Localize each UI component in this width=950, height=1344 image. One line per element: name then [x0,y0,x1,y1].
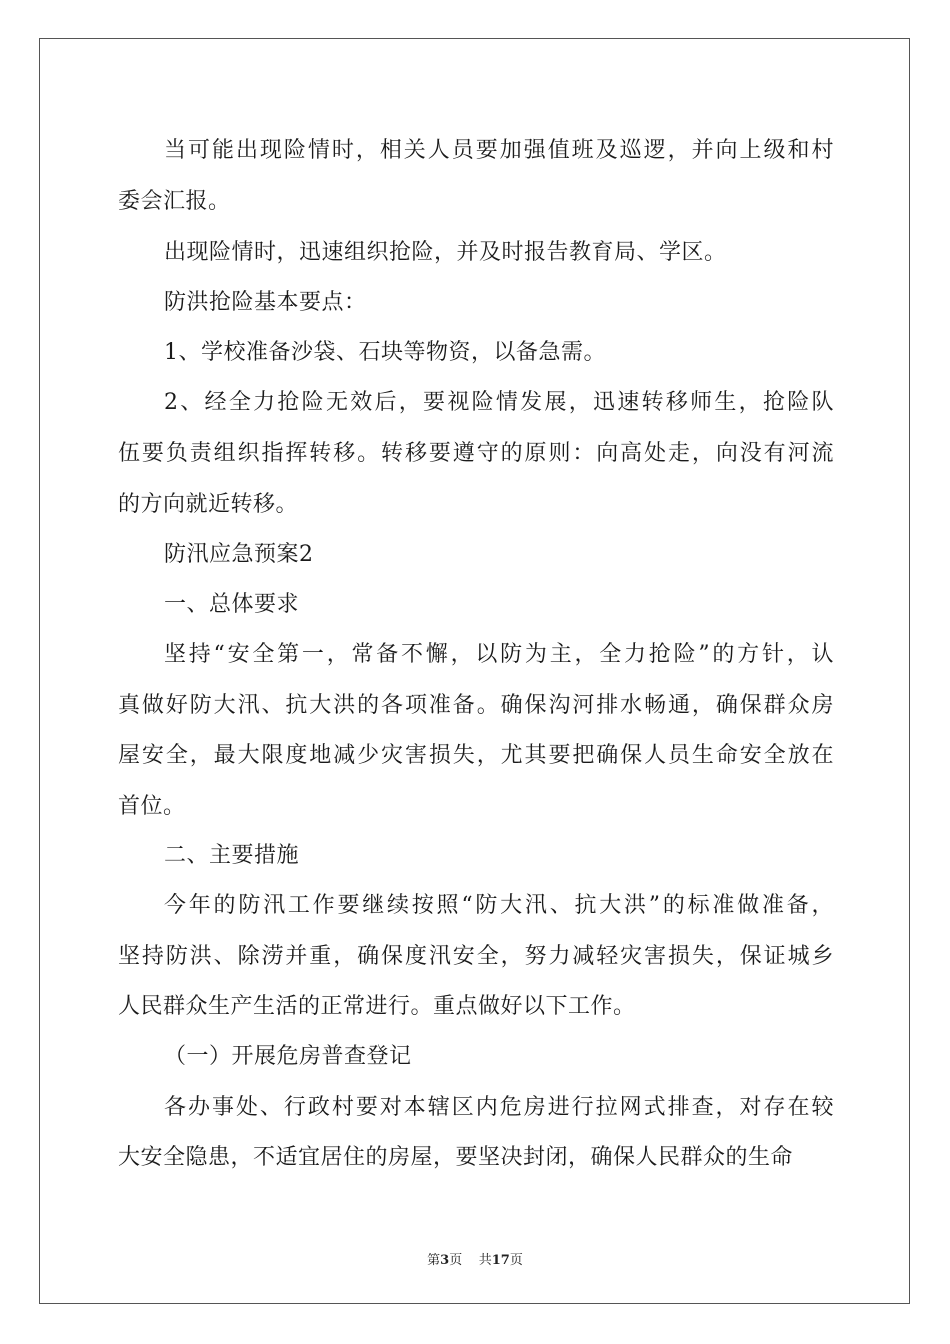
paragraph-line: 坚持“安全第一，常备不懈，以防为主，全力抢险”的方针，认 [164,642,834,667]
paragraph-line: 2、经全力抢险无效后，要视险情发展，迅速转移师生，抢险队 [164,390,834,415]
paragraph-line: 大安全隐患，不适宜居住的房屋，要坚决封闭，确保人民群众的生命 [118,1145,794,1170]
paragraph-line: 各办事处、行政村要对本辖区内危房进行拉网式排查，对存在较 [164,1095,834,1120]
paragraph-line: 当可能出现险情时，相关人员要加强值班及巡逻，并向上级和村 [164,138,834,163]
paragraph-line: 的方向就近转移。 [118,492,299,517]
paragraph-line: （一）开展危房普查登记 [164,1044,412,1069]
footer-page-suffix: 页 [449,1253,463,1268]
footer-page-prefix: 第 [427,1253,441,1268]
paragraph-line: 屋安全，最大限度地减少灾害损失，尤其要把确保人员生命安全放在 [118,743,834,768]
paragraph-line: 1、学校准备沙袋、石块等物资，以备急需。 [164,340,606,365]
paragraph-line: 防汛应急预案2 [164,542,314,567]
footer-total-pages: 17 [491,1253,510,1268]
paragraph-line: 防洪抢险基本要点： [164,290,367,315]
footer-total-suffix: 页 [509,1253,523,1268]
paragraph-line: 坚持防洪、除涝并重，确保度汛安全，努力减轻灾害损失，保证城乡 [118,944,834,969]
paragraph-line: 人民群众生产生活的正常进行。重点做好以下工作。 [118,994,636,1019]
paragraph-line: 真做好防大汛、抗大洪的各项准备。确保沟河排水畅通，确保群众房 [118,693,834,718]
paragraph-line: 一、总体要求 [164,592,300,617]
paragraph-line: 委会汇报。 [118,189,231,214]
paragraph-line: 首位。 [118,794,186,819]
paragraph-line: 二、主要措施 [164,843,300,868]
footer-page-number: 3 [440,1253,450,1268]
paragraph-line: 今年的防汛工作要继续按照“防大汛、抗大洪”的标准做准备， [164,893,834,918]
page-footer [0,1249,950,1268]
paragraph-line: 出现险情时，迅速组织抢险，并及时报告教育局、学区。 [164,240,727,265]
footer-total-prefix: 共 [478,1253,492,1268]
paragraph-line: 伍要负责组织指挥转移。转移要遵守的原则：向高处走，向没有河流 [118,441,834,466]
